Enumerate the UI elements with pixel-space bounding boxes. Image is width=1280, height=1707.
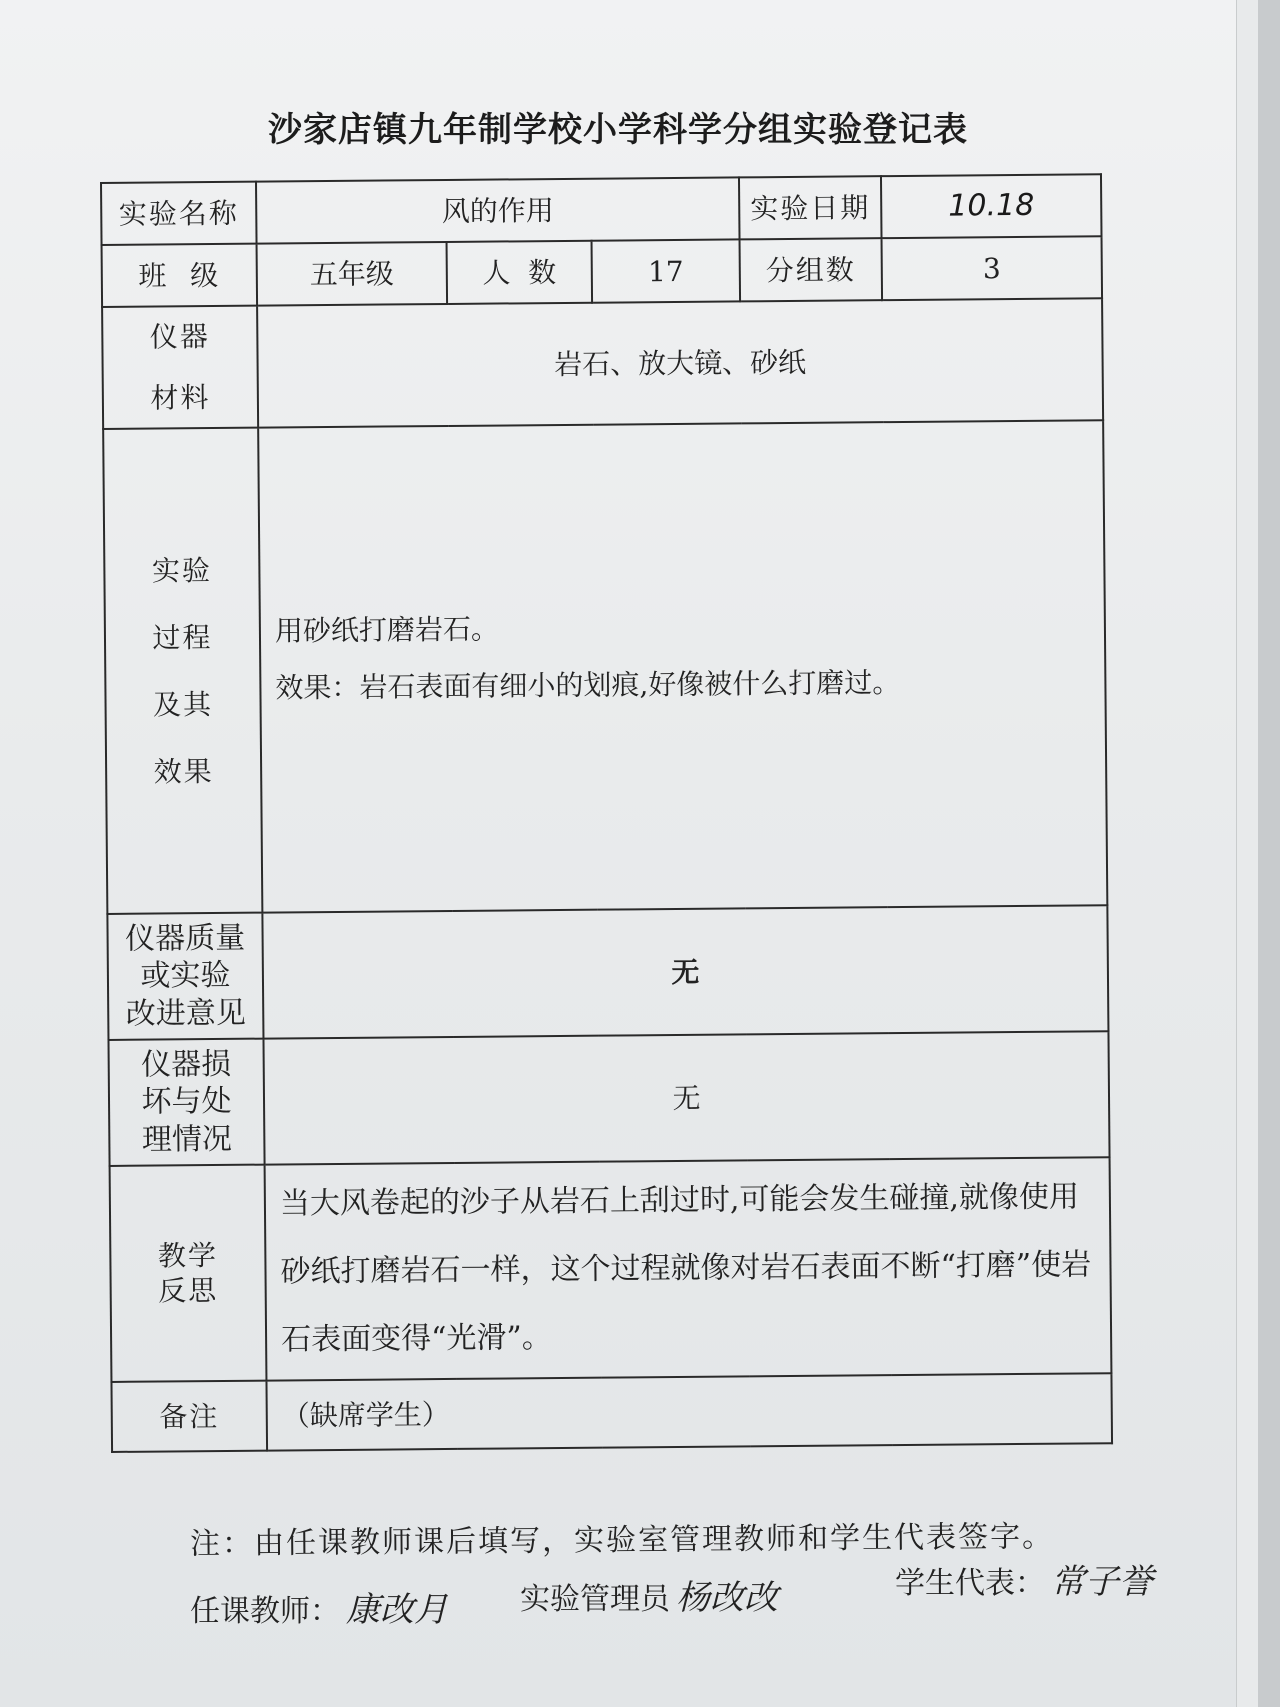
- remarks-value: （缺席学生）: [266, 1373, 1112, 1450]
- teacher-label: 任课教师：: [190, 1594, 340, 1629]
- admin-signature: [520, 1570, 778, 1619]
- student-count-label: 人 数: [447, 241, 593, 304]
- reflection-label-line: 反思: [158, 1274, 219, 1308]
- student-signature: [895, 1554, 1153, 1603]
- suggestions-label-line: 改进意见: [125, 995, 246, 1032]
- process-label-line: 及其: [152, 687, 214, 722]
- row-experiment-name: [101, 174, 1102, 245]
- experiment-name-label: 实验名称: [101, 182, 257, 245]
- damage-label-line: 仪器损: [141, 1046, 232, 1083]
- reflection-label: [110, 1165, 267, 1382]
- process-content: [258, 420, 1107, 912]
- paper-stack-edge: [1236, 0, 1259, 1707]
- class-label: 班 级: [102, 244, 258, 307]
- admin-name: 杨改改: [676, 1578, 778, 1618]
- suggestions-value: 无: [262, 905, 1108, 1038]
- experiment-name-value: 风的作用: [256, 177, 740, 243]
- process-line: 用砂纸打磨岩石。: [274, 612, 500, 647]
- row-suggestions: [107, 905, 1108, 1040]
- teacher-name: 康改月: [346, 1590, 448, 1630]
- registration-table: [100, 173, 1113, 1453]
- damage-label: [108, 1039, 264, 1166]
- reflection-text: 当大风卷起的沙子从岩石上刮过时,可能会发生碰撞,就像使用砂纸打磨岩石一样，这个过程就像对岩石表面不断“打磨”使岩石表面变得“光滑”。: [265, 1157, 1112, 1380]
- experiment-date-value: 10.18: [881, 174, 1102, 238]
- suggestions-label: [107, 913, 263, 1040]
- row-remarks: [111, 1373, 1112, 1452]
- materials-label-line: 仪器: [149, 320, 210, 354]
- damage-label-line: 坏与处: [141, 1084, 232, 1120]
- materials-label-line: 材料: [150, 381, 211, 415]
- form-title: 沙家店镇九年制学校小学科学分组实验登记表: [268, 110, 968, 150]
- process-label-line: 效果: [153, 754, 214, 789]
- effect-line: 效果：岩石表面有细小的划痕,好像被什么打磨过。: [275, 665, 901, 704]
- class-value: 五年级: [257, 242, 448, 306]
- process-label-line: 实验: [151, 553, 213, 588]
- student-label: 学生代表：: [895, 1566, 1045, 1601]
- admin-label: 实验管理员: [520, 1582, 670, 1617]
- process-label: [103, 428, 262, 914]
- background-surface: [1258, 0, 1280, 1707]
- row-class-info: [102, 236, 1103, 307]
- row-materials: [102, 298, 1103, 429]
- group-count-value: 3: [882, 236, 1103, 300]
- teacher-signature: [190, 1582, 448, 1631]
- footnote: 注：由任课教师课后填写，实验室管理教师和学生代表签字。: [189, 1519, 1055, 1562]
- student-name: 常子誉: [1051, 1562, 1153, 1602]
- experiment-date-label: 实验日期: [739, 176, 882, 239]
- damage-value: 无: [263, 1031, 1109, 1164]
- group-count-label: 分组数: [740, 238, 883, 301]
- suggestions-label-line: 或实验: [140, 958, 231, 994]
- materials-value: 岩石、放大镜、砂纸: [257, 298, 1103, 427]
- row-damage: [108, 1031, 1109, 1166]
- process-label-line: 过程: [152, 620, 213, 655]
- student-count-value: 17: [592, 239, 741, 302]
- materials-label: [102, 306, 258, 429]
- row-process: [103, 420, 1107, 914]
- reflection-label-line: 教学: [157, 1239, 219, 1273]
- row-reflection: [110, 1157, 1112, 1382]
- remarks-label: 备注: [111, 1381, 267, 1452]
- damage-label-line: 理情况: [141, 1121, 233, 1158]
- suggestions-label-line: 仪器质量: [124, 920, 246, 957]
